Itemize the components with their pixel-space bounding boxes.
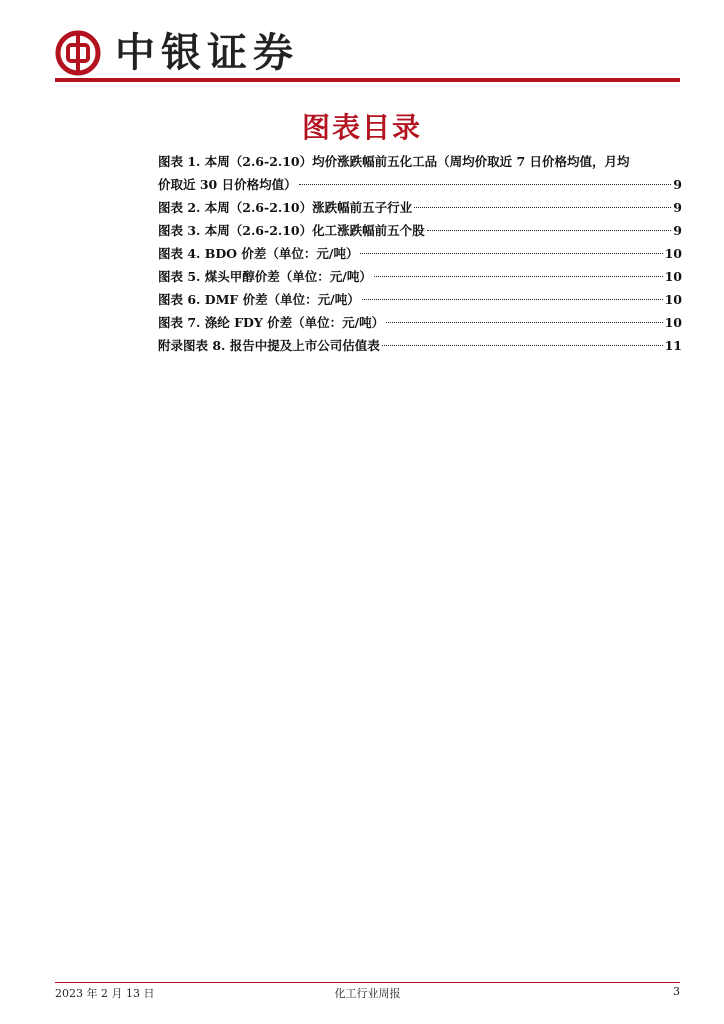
toc-leader-dots [374, 276, 663, 277]
toc-leader-dots [362, 299, 663, 300]
toc-entry-page: 9 [673, 177, 682, 192]
toc-entry[interactable] [158, 334, 682, 357]
toc-entry-label: 图表 2. 本周（2.6-2.10）涨跌幅前五子行业 [158, 200, 413, 215]
toc-entry-page: 10 [664, 246, 682, 261]
toc-entry[interactable] [158, 265, 682, 288]
toc-leader-dots [414, 207, 671, 208]
toc-leader-dots [360, 253, 662, 254]
bank-of-china-logo-icon [55, 30, 101, 76]
page-footer [55, 985, 680, 1003]
toc-entry-page: 9 [673, 200, 682, 215]
toc-entry-label: 图表 6. DMF 价差（单位：元/吨） [158, 292, 360, 307]
toc-leader-dots [386, 322, 662, 323]
toc-title: 图表目录 [301, 111, 422, 144]
toc-entry-page: 9 [673, 223, 682, 238]
toc-entry-label: 附录图表 8. 报告中提及上市公司估值表 [158, 338, 380, 353]
toc-entry-label: 图表 7. 涤纶 FDY 价差（单位：元/吨） [158, 315, 385, 330]
toc-leader-dots [299, 184, 672, 185]
toc-entry-label: 图表 4. BDO 价差（单位：元/吨） [158, 246, 359, 261]
toc-entry[interactable] [158, 219, 682, 242]
toc-entry-page: 11 [664, 338, 682, 353]
page-header [55, 28, 680, 84]
toc-entry-label: 图表 5. 煤头甲醇价差（单位：元/吨） [158, 269, 372, 284]
toc-entry[interactable] [158, 311, 682, 334]
page-number: 3 [673, 985, 680, 998]
toc-entry-page: 10 [664, 315, 682, 330]
report-name: 化工行业周报 [334, 987, 401, 1000]
toc-entry[interactable] [158, 150, 682, 196]
footer-divider [55, 982, 680, 983]
toc-leader-dots [382, 345, 663, 346]
toc-list [158, 150, 682, 357]
report-date: 2023 年 2 月 13 日 [55, 987, 155, 1000]
toc-entry[interactable] [158, 196, 682, 219]
toc-entry-page: 10 [664, 269, 682, 284]
toc-entry[interactable] [158, 242, 682, 265]
toc-leader-dots [427, 230, 672, 231]
brand-name: 中银证券 [115, 29, 299, 76]
toc-entry[interactable] [158, 288, 682, 311]
toc-entry-label-continued: 价取近 30 日价格均值） [158, 177, 297, 192]
header-divider [55, 78, 680, 82]
toc-entry-label: 图表 3. 本周（2.6-2.10）化工涨跌幅前五个股 [158, 223, 425, 238]
toc-entry-page: 10 [664, 292, 682, 307]
toc-entry-label: 图表 1. 本周（2.6-2.10）均价涨跌幅前五化工品（周均价取近 7 日价格均值，月均 [158, 154, 630, 169]
